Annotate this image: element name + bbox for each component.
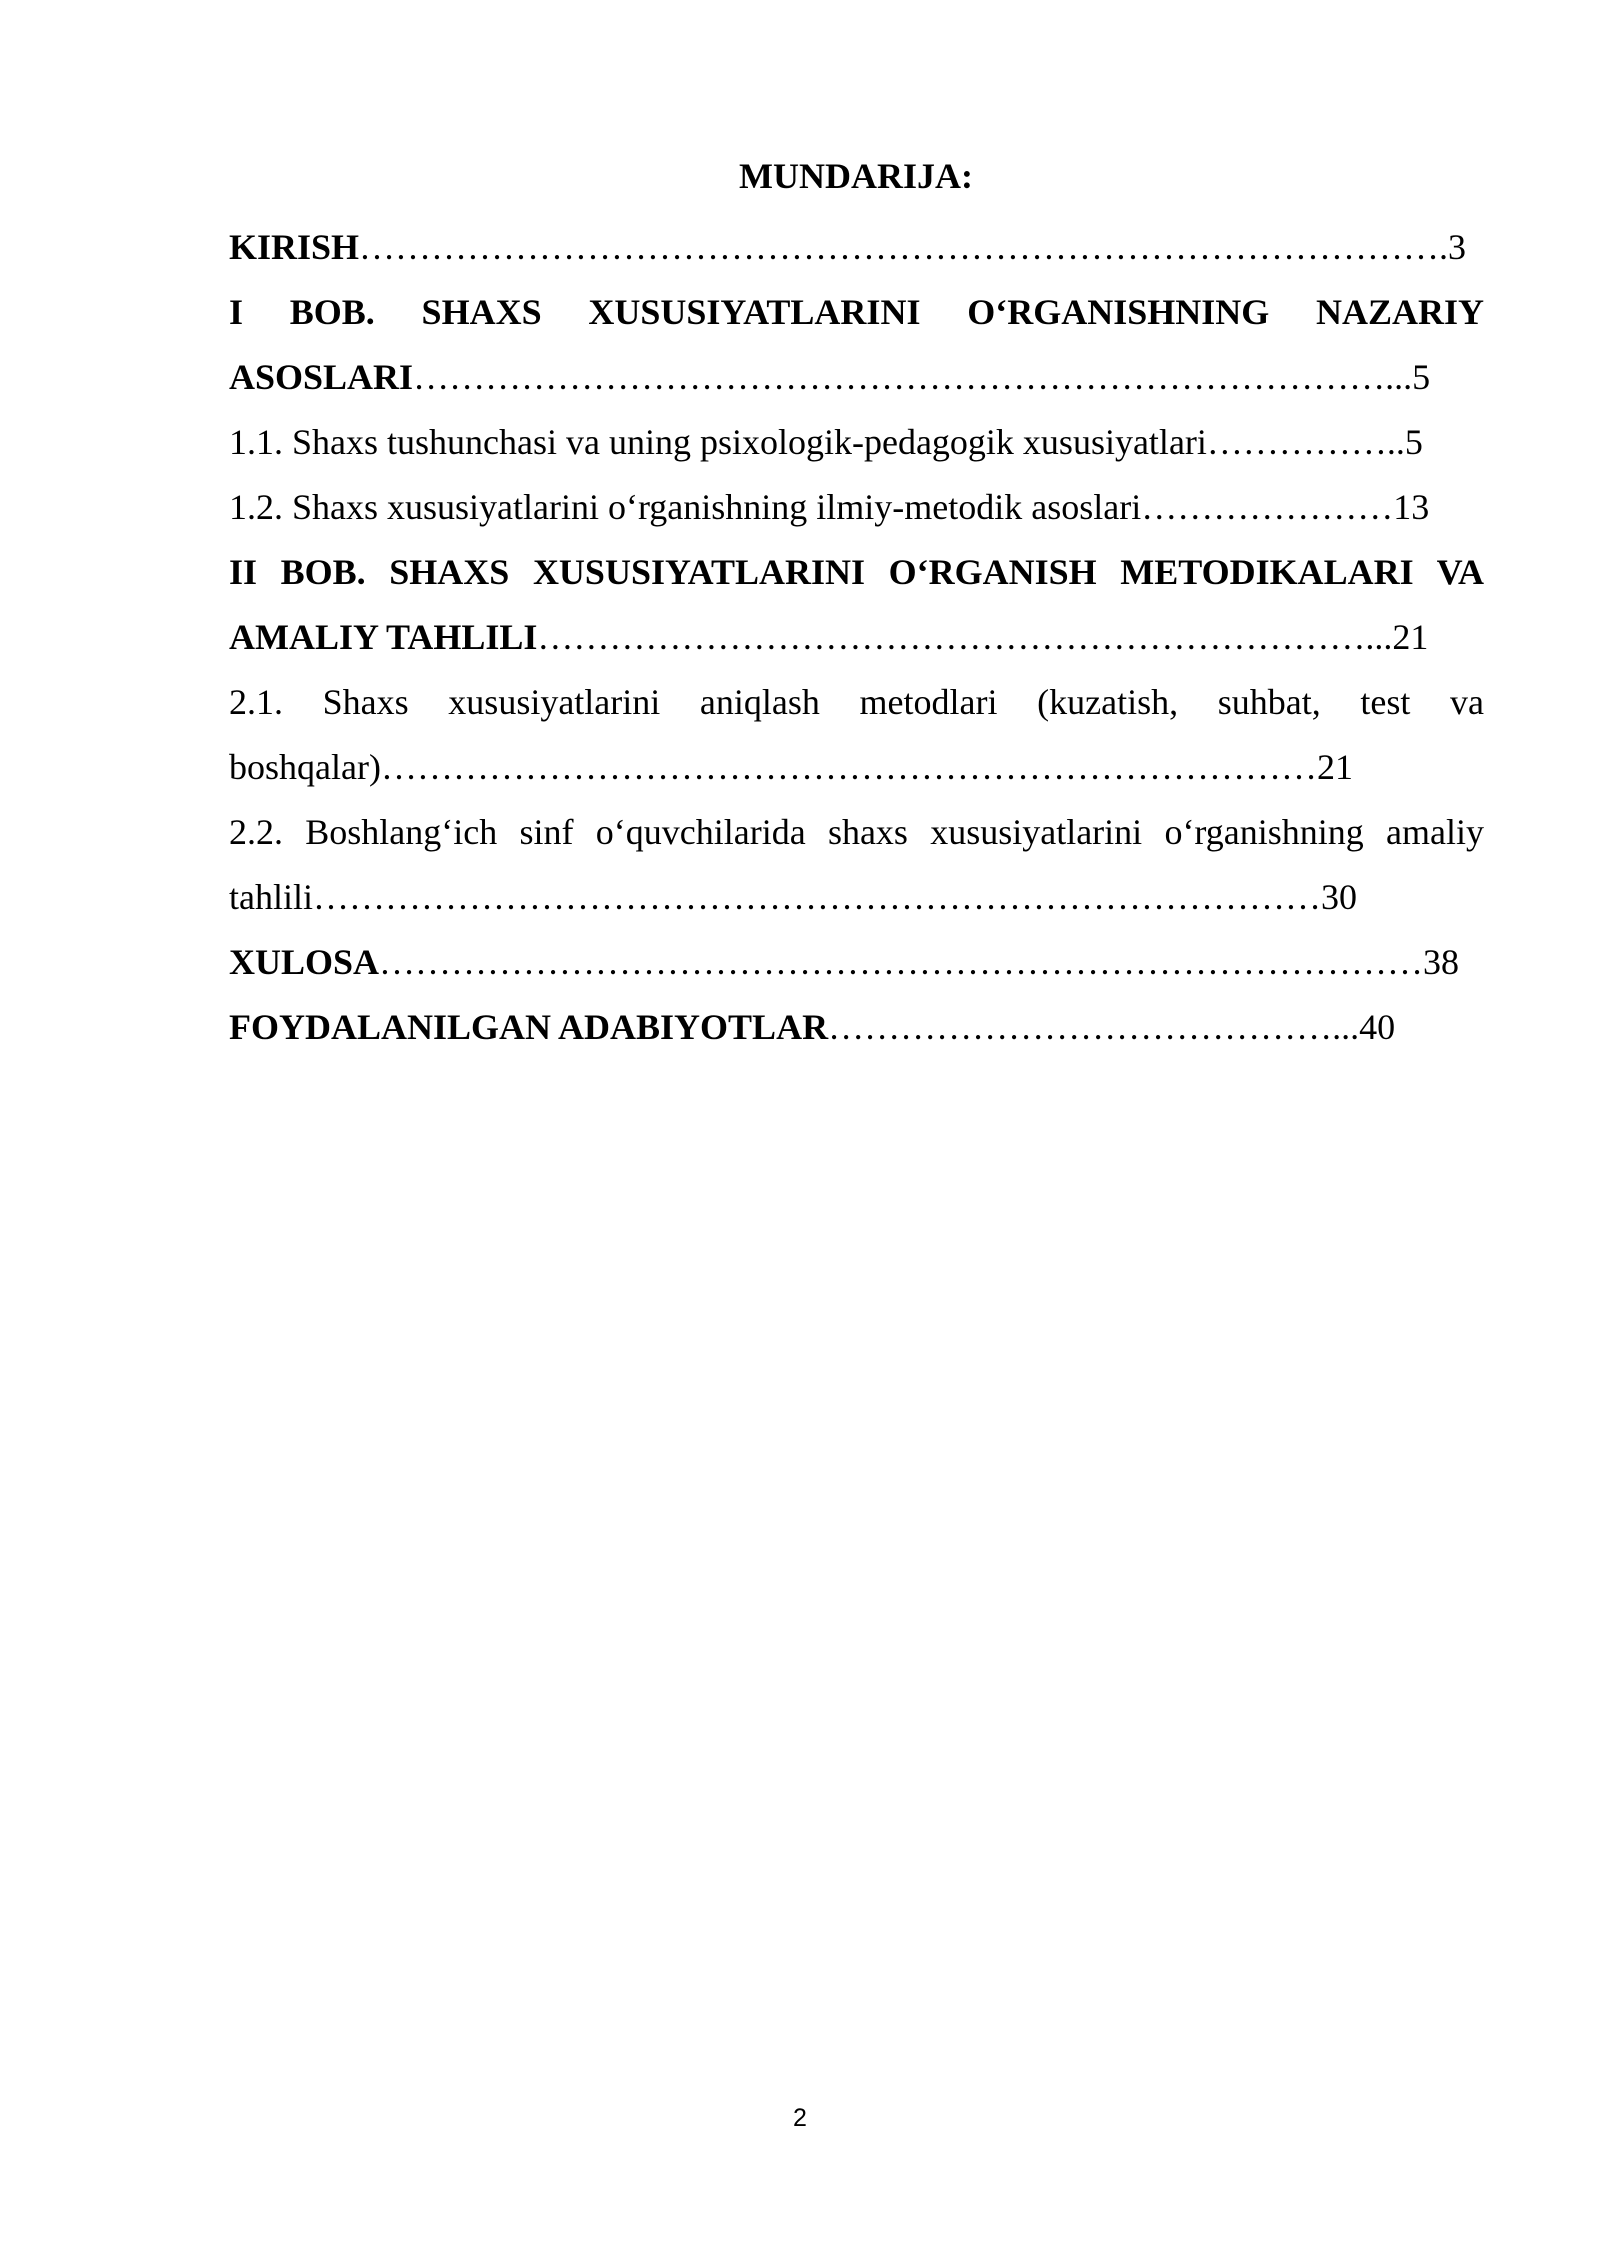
- toc-entry-chapter-1: [229, 280, 1484, 410]
- table-of-contents: [229, 215, 1484, 1060]
- toc-entry-title: KIRISH: [229, 227, 360, 267]
- toc-entry-title: 2.2. Boshlang‘ich sinf o‘quvchilarida shaxs xususiyatlarini o‘rganishning amaliy tahlili: [229, 812, 1484, 917]
- toc-entry-page: 13: [1393, 487, 1430, 527]
- toc-entry-title: 2.1. Shaxs xususiyatlarini aniqlash metodlari (kuzatish, suhbat, test va boshqalar): [229, 682, 1484, 787]
- toc-entry-leader: ……………………………………...: [828, 1007, 1360, 1047]
- toc-entry-leader: ……………..: [1206, 422, 1405, 462]
- toc-entry-title: 1.1. Shaxs tushunchasi va uning psixologik-pedagogik xususiyatlari: [229, 422, 1207, 462]
- toc-entry-leader: ………………………………………………………………………...: [413, 357, 1413, 397]
- toc-entry-title: FOYDALANILGAN ADABIYOTLAR: [229, 1007, 829, 1047]
- toc-entry-title: XULOSA: [229, 942, 380, 982]
- toc-entry-references: [229, 995, 1484, 1060]
- toc-entry-leader: …………………: [1141, 487, 1394, 527]
- toc-entry-page: 5: [1412, 357, 1431, 397]
- toc-entry-page: 30: [1321, 877, 1357, 917]
- toc-entry-title: II BOB. SHAXS XUSUSIYATLARINI O‘RGANISH METODIKALARI VA AMALIY TAHLILI: [229, 552, 1484, 657]
- toc-entry-title: I BOB. SHAXS XUSUSIYATLARINI O‘RGANISHNING NAZARIY ASOSLARI: [229, 292, 1484, 397]
- toc-entry-title: 1.2. Shaxs xususiyatlarini o‘rganishning ilmiy-metodik asoslari: [229, 487, 1142, 527]
- toc-entry-section-2-1: [229, 670, 1484, 800]
- toc-entry-section-1-1: [229, 410, 1484, 475]
- toc-entry-leader: ……………………………………………………………………………….: [359, 227, 1449, 267]
- toc-entry-section-2-2: [229, 800, 1484, 930]
- toc-entry-page: 21: [1316, 747, 1353, 787]
- toc-entry-page: 38: [1423, 942, 1460, 982]
- toc-entry-page: 3: [1448, 227, 1467, 267]
- toc-entry-page: 40: [1359, 1007, 1396, 1047]
- toc-entry-leader: ……………………………………………………………………………: [379, 942, 1424, 982]
- page-number: 2: [793, 2104, 807, 2132]
- toc-entry-page: 21: [1392, 617, 1429, 657]
- toc-heading-text: MUNDARIJA:: [739, 156, 973, 196]
- toc-entry-section-1-2: [229, 475, 1484, 540]
- toc-entry-xulosa: [229, 930, 1484, 995]
- toc-entry-leader: ……………………………………………………………...: [537, 617, 1393, 657]
- toc-heading: [0, 150, 1600, 202]
- toc-entry-chapter-2: [229, 540, 1484, 670]
- toc-entry-leader: …………………………………………………………………………: [313, 877, 1321, 917]
- toc-entry-leader: ……………………………………………………………………: [380, 747, 1317, 787]
- toc-entry-kirish: [229, 215, 1484, 280]
- toc-entry-page: 5: [1404, 422, 1423, 462]
